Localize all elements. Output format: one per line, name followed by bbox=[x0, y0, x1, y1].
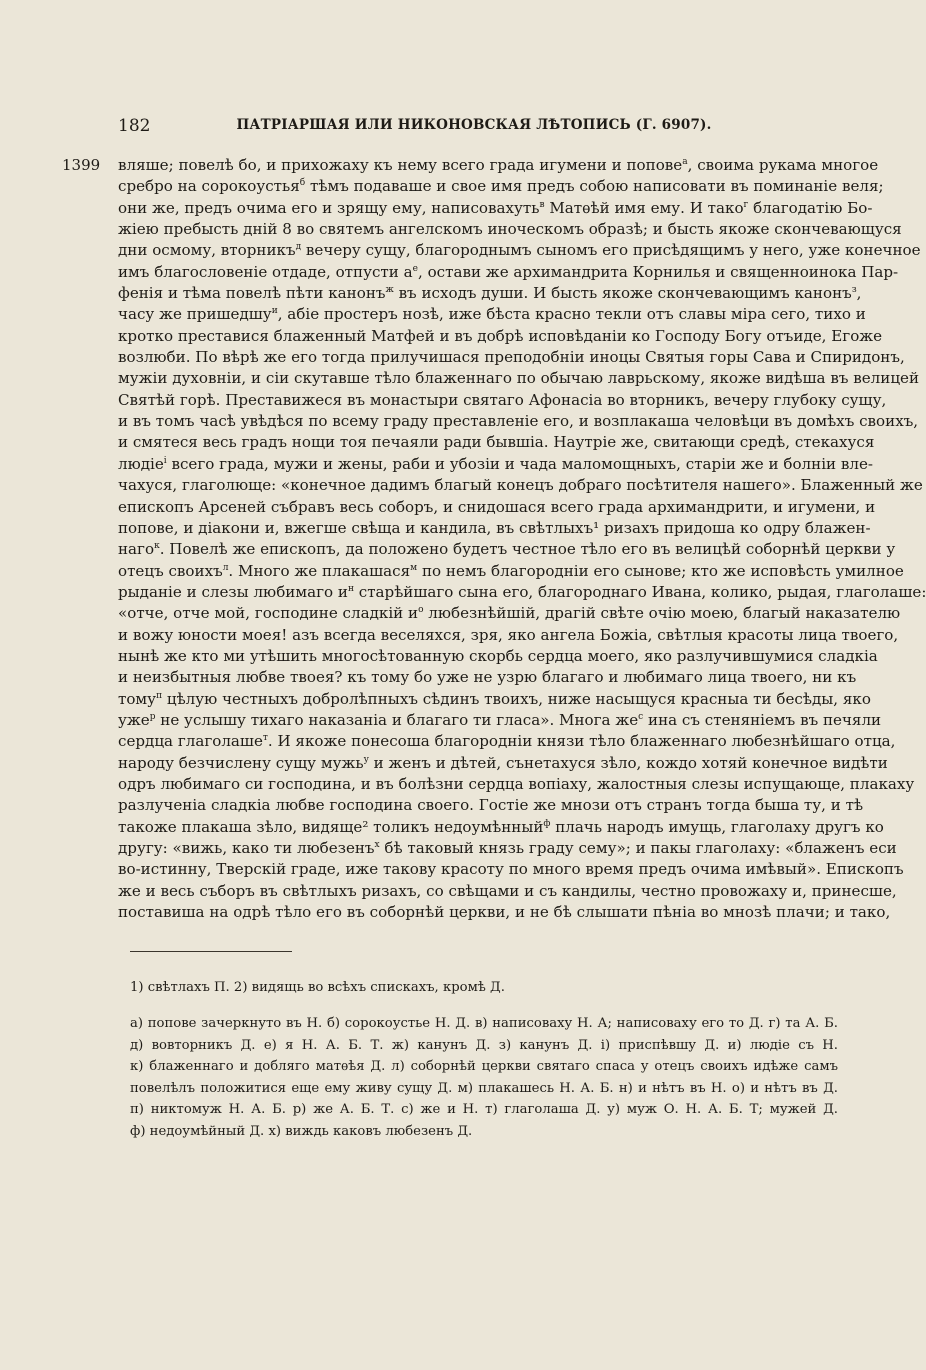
running-title: ПАТРІАРШАЯ ИЛИ НИКОНОВСКАЯ ЛѢТОПИСЬ (Г. 6907). bbox=[236, 117, 712, 133]
text-line: другу: «вижь, како ти любезенъ$^х$ бѣ таковый князь граду сему»; и пакы глаголаху: «блаженъ еси bbox=[118, 839, 897, 857]
text-line: мужіи духовніи, и сіи скутавше тѣло блаженнаго по обычаю лаврьскому, якоже видѣша въ велицей bbox=[118, 369, 920, 388]
variant-note-line: ф) недоумѣйный Д. х) виждь каковъ любезенъ Д. bbox=[130, 1123, 473, 1139]
text-line: попове, и діакони и, вжегше свѣща и кандила, въ свѣтлыхъ¹ ризахъ придоша ко одру блажен- bbox=[118, 518, 871, 537]
text-line: и вожу юности моея! азъ всегда веселяхся, зря, яко ангела Божіа, свѣтлыя красоты лица твоего, bbox=[118, 625, 899, 644]
text-line: поставиша на одрѣ тѣло его въ соборнѣй церкви, и не бѣ слышати пѣніа во мнозѣ плачи; и тако, bbox=[118, 903, 891, 922]
text-line: и смятеся весь градъ нощи тоя печаяли ради бывшіа. Наутріе же, свитающи средѣ, стекахуся bbox=[118, 433, 875, 452]
text-line: фенія и тѣма повелѣ пѣти канонъ$^ж$ въ исходъ души. И бысть якоже скончевающимъ канонъ$^з$, bbox=[118, 284, 862, 303]
text-line: такоже плакаша зѣло, видяще² толикъ недоумѣнный$^ф$ плачь народъ имущь, глаголаху другъ ко bbox=[118, 817, 884, 836]
text-line: сребро на сорокоустья$^б$ тѣмъ подаваше и свое имя предъ собою написовати въ поминаніе веля; bbox=[118, 177, 884, 196]
footnote-line: 1) свѣтлахъ П. 2) видящь во всѣхъ спискахъ, кромѣ Д. bbox=[130, 980, 505, 995]
text-line: кротко преставися блаженный Матфей и въ добрѣ исповѣданіи ко Господу Богу отъиде, Егоже bbox=[118, 326, 883, 345]
text-line: рыданіе и слезы любимаго $и^н$ старѣйшаго сына его, благороднаго Ивана, колико, рыдая, глаголаше: bbox=[118, 582, 926, 601]
text-line: отецъ своихъ$^л$. Много же плакашася$^м$ по немъ благородніи его сынове; кто же исповѣсть умилное bbox=[118, 561, 904, 580]
text-line: одръ любимаго си господина, и въ болѣзни сердца вопіаху, жалостныя слезы испущающе, плакаху bbox=[118, 774, 915, 793]
text-line: чахуся, глаголюще: «конечное дадимъ благый конецъ добраго посѣтителя нашего». Блаженный же bbox=[118, 476, 923, 495]
text-line: и въ томъ часѣ увѣдѣся по всему граду преставленіе его, и возплакаша человѣци въ домѣхъ своихъ, bbox=[118, 412, 919, 431]
text-line: тому$^п$ цѣлую честныхъ добролѣпныхъ сѣдинъ твоихъ, ниже насыщуся красныа ти бесѣды, яко bbox=[118, 689, 871, 708]
text-line: же и весь съборъ въ свѣтлыхъ ризахъ, со свѣщами и съ кандилы, честно провожаху и, принесше, bbox=[118, 881, 897, 900]
text-line: сердца глаголаше$^т$. И якоже понесоша благородніи князи тѣло блаженнаго любезнѣйшаго отца, bbox=[118, 732, 896, 751]
text-line: людіе$^і$ всего града, мужи и жены, раби и убозіи и чада маломощныхъ, старіи же и болніи вле- bbox=[118, 454, 873, 473]
numbered-footnotes bbox=[130, 977, 838, 999]
chronicle-body-text bbox=[118, 155, 926, 923]
margin-year: 1399 bbox=[62, 156, 101, 174]
variant-readings-footnotes bbox=[130, 1013, 838, 1142]
variant-note-line: п) никтомуж Н. А. Б. р) же А. Б. Т. с) же и Н. т) глаголаша Д. у) муж О. Н. А. Б. Т; мужей Д. bbox=[130, 1102, 838, 1117]
page-number: 182 bbox=[118, 116, 151, 136]
text-line: народу безчислену сущу мужь$^у$ и женъ и дѣтей, сънетахуся зѣло, кождо хотяй конечное видѣти bbox=[118, 753, 888, 772]
text-line: «отче, отче мой, господине сладкій $и^о$ любезнѣйшій, драгій свѣте очію моею, благый наказателю bbox=[118, 604, 901, 623]
variant-note-line: д) вовторникъ Д. е) я Н. А. Б. Т. ж) канунъ Д. з) канунъ Д. і) приспѣвшу Д. и) людіе съ Н. bbox=[130, 1037, 838, 1053]
text-line: Святѣй горѣ. Преставижеся въ монастыри святаго Афонасіа во вторникъ, вечеру глубоку сущу, bbox=[118, 390, 887, 409]
text-line: епископъ Арсеней събравъ весь соборъ, и снидошася всего града архимандрити, и игумени, и bbox=[118, 497, 876, 516]
page-header bbox=[118, 116, 830, 140]
text-line: нынѣ же кто ми утѣшить многосѣтованную скорбь сердца моего, яко разлучившумися сладкіа bbox=[118, 646, 878, 665]
variant-note-line: а) попове зачеркнуто въ Н. б) сорокоустье Н. Д. в) написоваху Н. А; написоваху его то Д. г) та А. Б. bbox=[130, 1016, 838, 1031]
text-line: имъ благословеніе отдаде, отпусти $а^е$, остави же архимандрита Корнилья и священноинока Пар- bbox=[118, 262, 899, 281]
text-line: возлюби. По вѣрѣ же его тогда прилучишася преподобніи иноцы Святыя горы Сава и Спиридонъ, bbox=[118, 348, 905, 367]
text-line: дни осмому, вторникъ$^д$ вечеру сущу, благороднымъ сыномъ его присѣдящимъ у него, уже конечное bbox=[118, 241, 921, 260]
variant-note-line: повелѣлъ положитися еще ему живу сущу Д. м) плакашесь Н. А. Б. н) и нѣтъ въ Н. о) и нѣтъ въ Д. bbox=[130, 1080, 838, 1096]
text-line: разлученіа сладкіа любве господина своего. Гостіе же мнози отъ странъ тогда быша ту, и тѣ bbox=[118, 796, 864, 815]
text-line: часу же пришедшу$^и$, абіе простеръ нозѣ, иже бѣста красно текли отъ славы міра сего, тихо и bbox=[118, 305, 866, 324]
footnote-separator bbox=[130, 951, 292, 952]
text-line: во-истинну, Тверскій граде, иже такову красоту по многo время предъ очима имѣвый». Епископъ bbox=[118, 860, 904, 879]
text-line: наго$^к$. Повелѣ же епископъ, да положено будетъ честное тѣло его въ велицѣй соборнѣй церкви у bbox=[118, 540, 896, 559]
text-line: они же, предъ очима его и зрящу ему, написовахуть$^в$ Матѳѣй имя ему. И тако$^г$ благодатію Бо- bbox=[118, 198, 873, 217]
text-line: жіею пребысть дній 8 во святемъ ангелскомъ иноческомъ образѣ; и бысть якоже скончевающуся bbox=[118, 220, 902, 239]
text-line: уже$^р$ не услышу тихаго наказаніа и благаго ти гласа». Многа $же^с$ ина съ стенянiемъ въ печяли bbox=[118, 710, 882, 729]
variant-note-line: к) блаженнаго и добляго матѳѣя Д. л) соборнѣй церкви святаго спаса у отецъ своихъ идѣже самъ bbox=[130, 1059, 838, 1074]
text-line: и неизбытныя любве твоея? къ тому бо уже не узрю благаго и любимаго лица твоего, ни къ bbox=[118, 668, 857, 687]
text-line: вляше; повелѣ бо, и прихожаху къ нему всего града игумени и попове$^а$, своима рукама многое bbox=[118, 156, 879, 174]
